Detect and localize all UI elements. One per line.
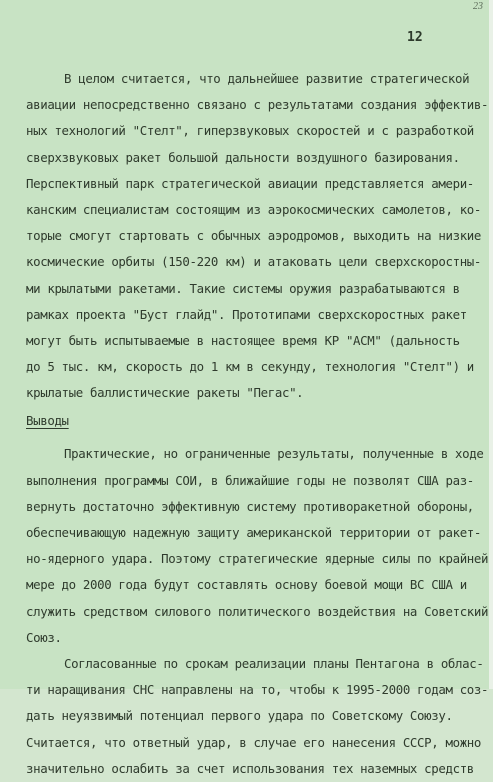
- page-edge: [489, 0, 493, 689]
- text-line: сверхзвуковых ракет большой дальности воздушного базирования.: [26, 149, 460, 165]
- text-line: ных технологий "Стелт", гиперзвуковых скоростей и с разработкой: [26, 123, 474, 139]
- text-line: мере до 2000 года будут составлять основу боевой мощи ВС США и: [26, 577, 467, 593]
- text-line: Практические, но ограниченные результаты, полученные в ходе: [64, 446, 484, 462]
- text-line: Перспективный парк стратегической авиации представляется амери-: [26, 175, 474, 191]
- text-line: ми крылатыми ракетами. Такие системы оружия разрабатываются в: [26, 280, 460, 296]
- text-line: служить средством силового политического воздействия на Советский: [26, 603, 489, 619]
- section-heading-row: [26, 407, 470, 433]
- text-line: обеспечивающую надежную защиту американской территории от ракет-: [26, 525, 482, 540]
- text-line: Союз.: [26, 629, 62, 645]
- text-line: канским специалистам состоящим из аэрокосмических самолетов, ко-: [26, 201, 482, 217]
- text-line: но-ядерного удара. Поэтому стратегические ядерные силы по крайней: [26, 551, 489, 567]
- handwritten-sheet-number: 23: [473, 1, 483, 12]
- text-line: крылатые баллистические ракеты "Пегас".: [26, 385, 304, 401]
- text-line: Считается, что ответный удар, в случае его нанесения СССР, можно: [26, 734, 482, 750]
- document-text: [26, 66, 489, 782]
- text-line: В целом считается, что дальнейшее развитие стратегической: [64, 71, 470, 86]
- text-line: вернуть достаточно эффективную систему противоракетной обороны,: [26, 498, 474, 514]
- text-line: выполнения программы СОИ, в ближайшие годы не позволят США раз-: [26, 472, 474, 488]
- text-line: дать неуязвимый потенциал первого удара по Советскому Союзу.: [26, 708, 453, 724]
- text-line: рамках проекта "Буст глайд". Прототипами сверхскоростных ракет: [26, 306, 467, 322]
- section-heading: Выводы: [26, 413, 69, 429]
- text-line: до 5 тыс. км, скорость до 1 км в секунду, технология "Стелт") и: [26, 359, 474, 375]
- text-line: Согласованные по срокам реализации планы Пентагона в облас-: [64, 655, 484, 671]
- text-line: торые смогут стартовать с обычных аэродромов, выходить на низкие: [26, 228, 482, 244]
- text-line: значительно ослабить за счет использования тех наземных средств: [26, 760, 474, 776]
- text-line: авиации непосредственно связано с результатами создания эффектив-: [26, 97, 489, 113]
- spacer: [26, 433, 470, 441]
- text-line: ти наращивания СНС направлены на то, чтобы к 1995-2000 годам соз-: [26, 682, 489, 698]
- text-line: космические орбиты (150-220 км) и атаковать цели сверхскоростны-: [26, 254, 482, 270]
- page-number: 12: [407, 30, 423, 45]
- text-line: могут быть испытываемые в настоящее время КР "АСМ" (дальность: [26, 332, 460, 348]
